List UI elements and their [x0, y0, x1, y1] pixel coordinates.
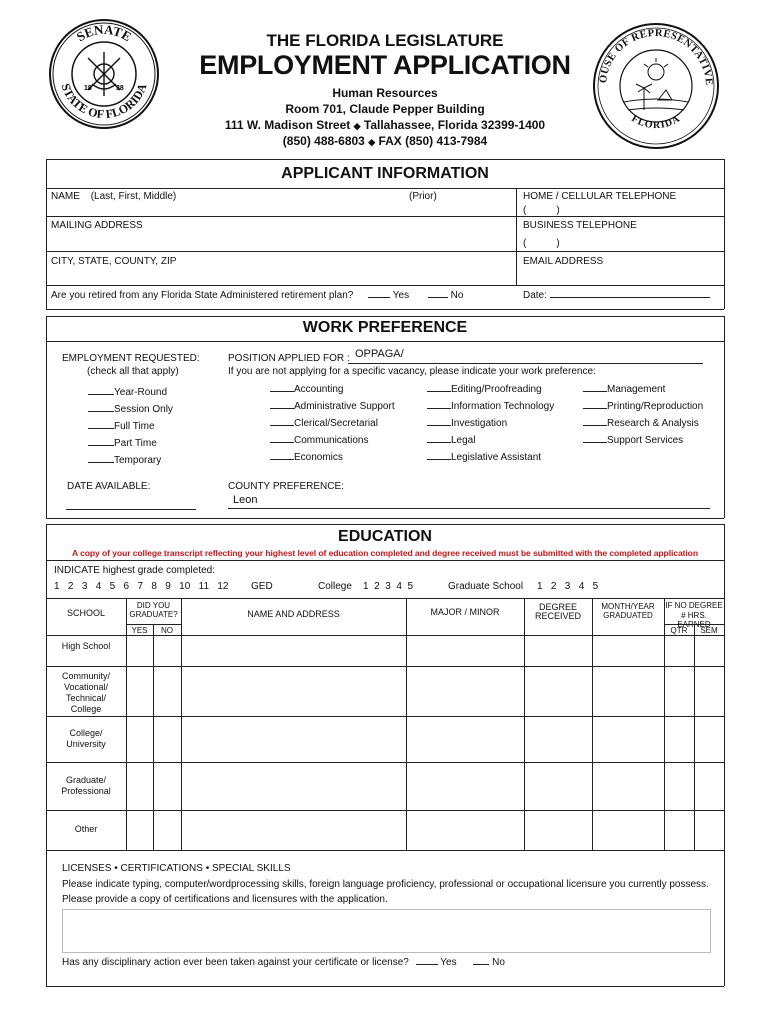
work-preference-heading: WORK PREFERENCE: [302, 319, 468, 336]
svg-text:FLORIDA: [629, 113, 682, 131]
licenses-heading: LICENSES • CERTIFICATIONS • SPECIAL SKILLS: [62, 863, 291, 874]
employment-type-list: [88, 387, 173, 472]
col-yes: YES: [131, 626, 148, 635]
retired-no-blank[interactable]: [428, 297, 448, 298]
mailing-address-field[interactable]: MAILING ADDRESS: [51, 220, 143, 231]
pref-legal[interactable]: Legal: [427, 435, 554, 452]
county-preference-label: COUNTY PREFERENCE:: [228, 481, 344, 492]
col-degree: DEGREE: [538, 602, 577, 612]
disciplinary-question: [62, 957, 505, 968]
business-phone-paren-open: (: [523, 238, 527, 249]
employment-type-temporary[interactable]: Temporary: [88, 455, 173, 472]
col-no: NO: [161, 626, 173, 635]
date-available-input[interactable]: [66, 509, 196, 510]
business-phone-field[interactable]: [523, 238, 560, 249]
header-phone: (850) 488-6803: [282, 134, 365, 148]
retired-no-label: No: [450, 290, 464, 301]
pref-accounting[interactable]: Accounting: [270, 384, 395, 401]
vacancy-note: If you are not applying for a specific vacancy, please indicate your work preference:: [228, 366, 596, 377]
home-phone-paren-open: (: [523, 205, 527, 216]
home-phone-label: HOME / CELLULAR TELEPHONE: [523, 191, 677, 202]
row-high-school[interactable]: High School: [61, 641, 111, 651]
senate-seal-bottom-text: STATE OF FLORIDA: [58, 81, 150, 122]
home-phone-field[interactable]: [523, 205, 560, 216]
disciplinary-no-blank[interactable]: [473, 964, 489, 965]
col-if-no-degree: IF NO DEGREE: [665, 601, 723, 610]
senate-seal: [48, 18, 160, 130]
page-title: EMPLOYMENT APPLICATION: [199, 50, 571, 80]
pref-support-services[interactable]: Support Services: [583, 435, 703, 452]
house-seal-bottom-text: FLORIDA: [629, 113, 683, 132]
college-years-selector[interactable]: College 1 2 3 4 5: [318, 581, 414, 592]
home-phone-paren-close: ): [556, 205, 560, 216]
header-dept: Human Resources: [332, 86, 438, 100]
col-qtr: QTR: [670, 626, 688, 635]
col-did-you: DID YOU: [136, 601, 171, 610]
employment-type-part-time[interactable]: Part Time: [88, 438, 173, 455]
licenses-copy-note: Please provide a copy of certifications and licensures with the application.: [62, 894, 388, 905]
col-graduated: GRADUATED: [603, 611, 653, 620]
col-month-year: MONTH/YEAR: [601, 602, 655, 611]
header-contact: (850) 488-6803 ◆ FAX (850) 413-7984: [282, 134, 488, 148]
pref-printing-reproduction[interactable]: Printing/Reproduction: [583, 401, 703, 418]
header-city: Tallahassee, Florida 32399-1400: [363, 118, 546, 132]
prior-name-label: (Prior): [409, 191, 437, 202]
retired-yes-blank[interactable]: [368, 297, 390, 298]
retired-question-text: Are you retired from any Florida State Administered retirement plan?: [51, 290, 354, 301]
svg-text:HOUSE OF REPRESENTATIVES: [592, 22, 714, 86]
col-received: RECEIVED: [534, 611, 581, 621]
pref-investigation[interactable]: Investigation: [427, 418, 554, 435]
header-address: 111 W. Madison Street ◆ Tallahassee, Florida 32399-1400: [224, 118, 546, 132]
row-other[interactable]: Other: [74, 824, 98, 834]
retired-yes-label: Yes: [392, 290, 410, 301]
retired-date-label: Date:: [523, 290, 547, 301]
header-street: 111 W. Madison Street: [224, 118, 351, 132]
col-sem: SEM: [700, 626, 718, 635]
licenses-textarea[interactable]: [62, 909, 711, 953]
retired-date-blank[interactable]: [550, 297, 710, 298]
employment-requested-label: EMPLOYMENT REQUESTED:: [62, 353, 200, 364]
name-hint: (Last, First, Middle): [90, 191, 177, 202]
email-field[interactable]: EMAIL ADDRESS: [523, 256, 604, 267]
pref-legislative-assistant[interactable]: Legislative Assistant: [427, 452, 554, 469]
business-phone-label: BUSINESS TELEPHONE: [523, 220, 637, 231]
pref-clerical-secretarial[interactable]: Clerical/Secretarial: [270, 418, 395, 435]
employment-type-full-time[interactable]: Full Time: [88, 421, 173, 438]
position-label: POSITION APPLIED FOR :: [228, 353, 350, 364]
senate-seal-year-right: 38: [116, 85, 124, 92]
senate-seal-top-text: SENATE: [73, 21, 135, 45]
transcript-note: A copy of your college transcript reflecting your highest level of education completed and degree received must be submitted with the completed application: [72, 548, 698, 558]
pref-editing-proofreading[interactable]: Editing/Proofreading: [427, 384, 554, 401]
org-name: THE FLORIDA LEGISLATURE: [266, 31, 504, 50]
header-room: Room 701, Claude Pepper Building: [285, 102, 485, 116]
pref-economics[interactable]: Economics: [270, 452, 395, 469]
disciplinary-yes-blank[interactable]: [416, 964, 438, 965]
header-fax: FAX (850) 413-7984: [378, 134, 488, 148]
ged-option[interactable]: GED: [251, 581, 273, 592]
city-state-field[interactable]: CITY, STATE, COUNTY, ZIP: [51, 256, 177, 267]
pref-information-technology[interactable]: Information Technology: [427, 401, 554, 418]
work-pref-col1: [270, 384, 395, 469]
name-label: NAME: [51, 191, 80, 202]
retired-date: [523, 290, 710, 301]
col-hrs-earned: # HRS. EARNED: [677, 611, 711, 629]
disciplinary-question-text: Has any disciplinary action ever been taken against your certificate or license?: [62, 957, 409, 968]
applicant-info-heading: APPLICANT INFORMATION: [281, 165, 489, 182]
row-graduate-professional[interactable]: Graduate/ Professional: [61, 775, 111, 796]
disciplinary-yes-label: Yes: [440, 957, 457, 968]
house-seal-top-text: OUSE OF REPRESENTATIVE: [597, 27, 715, 87]
grade-selector[interactable]: 1 2 3 4 5 6 7 8 9 10 11 12: [54, 581, 229, 592]
date-available-label: DATE AVAILABLE:: [67, 481, 151, 492]
education-heading: EDUCATION: [338, 528, 432, 545]
row-community-college[interactable]: Community/ Vocational/ Technical/ College: [61, 671, 110, 714]
col-name-address: NAME AND ADDRESS: [247, 609, 340, 619]
col-school: SCHOOL: [66, 608, 105, 618]
work-pref-col2: [427, 384, 554, 469]
work-pref-col3: [583, 384, 703, 452]
row-college-university[interactable]: College/ University: [66, 728, 106, 749]
county-preference-input[interactable]: Leon: [233, 494, 258, 506]
disciplinary-no-label: No: [492, 957, 505, 968]
licenses-instructions: Please indicate typing, computer/wordprocessing skills, foreign language proficiency, professional or occupational licensure you currently possess.: [62, 879, 709, 890]
employment-type-year-round[interactable]: Year-Round: [88, 387, 173, 404]
pref-administrative-support[interactable]: Administrative Support: [270, 401, 395, 418]
senate-seal-year-left: 18: [84, 85, 92, 92]
col-graduate: GRADUATE?: [129, 610, 178, 619]
col-major-minor: MAJOR / MINOR: [430, 607, 500, 617]
employment-type-session-only[interactable]: Session Only: [88, 404, 173, 421]
grad-school-years-selector[interactable]: Graduate School 1 2 3 4 5: [448, 581, 599, 592]
pref-research-analysis[interactable]: Research & Analysis: [583, 418, 703, 435]
position-applied-input[interactable]: OPPAGA/: [355, 348, 404, 360]
pref-communications[interactable]: Communications: [270, 435, 395, 452]
retired-question: [51, 290, 463, 301]
highest-grade-label: INDICATE highest grade completed:: [54, 565, 216, 576]
name-field[interactable]: [51, 191, 176, 202]
check-all-note: (check all that apply): [87, 366, 179, 377]
pref-management[interactable]: Management: [583, 384, 703, 401]
business-phone-paren-close: ): [556, 238, 560, 249]
